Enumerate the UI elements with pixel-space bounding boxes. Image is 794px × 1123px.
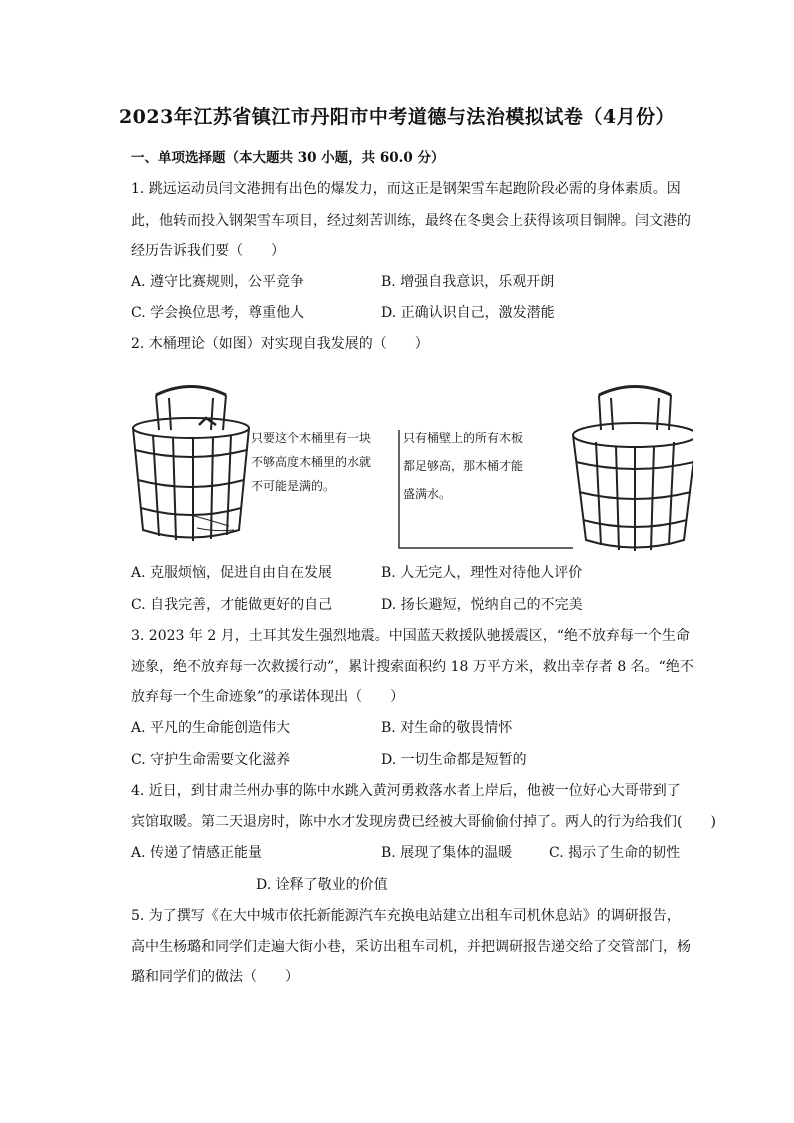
question-4-option-a: A. 传递了情感正能量 <box>131 845 263 861</box>
question-3-option-d: D. 一切生命都是短暂的 <box>381 752 527 768</box>
question-4-option-b: B. 展现了集体的温暖 <box>381 845 513 861</box>
question-1-line-3: 经历告诉我们要（ ） <box>131 243 285 259</box>
question-3-option-c: C. 守护生命需要文化滋养 <box>131 752 291 768</box>
left-barrel-icon <box>133 387 249 542</box>
question-1-line-2: 此，他转而投入钢架雪车项目，经过刻苦训练，最终在冬奥会上获得该项目铜牌。闫文港的 <box>131 213 691 229</box>
question-3-option-b: B. 对生命的敬畏情怀 <box>381 720 513 736</box>
question-2-option-b: B. 人无完人，理性对待他人评价 <box>381 565 583 581</box>
right-barrel-icon <box>573 387 693 552</box>
question-1-option-a: A. 遵守比赛规则，公平竞争 <box>131 274 305 290</box>
barrel-theory-figure <box>131 380 693 555</box>
question-5-line-2: 高中生杨璐和同学们走遍大街小巷，采访出租车司机，并把调研报告递交给了交管部门，杨 <box>131 939 691 955</box>
question-3-option-a: A. 平凡的生命能创造伟大 <box>131 720 291 736</box>
question-4-line-2: 宾馆取暖。第二天退房时，陈中水才发现房费已经被大哥偷偷付掉了。两人的行为给我们( ) <box>131 814 716 830</box>
question-1-option-d: D. 正确认识自己，激发潜能 <box>381 305 555 321</box>
left-caption-line-2: 不够高度木桶里的水就 <box>251 455 372 469</box>
section-heading: 一、单项选择题（本大题共 30 小题，共 60.0 分） <box>131 150 445 166</box>
right-caption-line-3: 盛满水。 <box>403 487 452 501</box>
question-3-line-2: 迹象，绝不放弃每一次救援行动”，累计搜索面积约 18 万平方米，救出幸存者 8 名。“绝不 <box>131 659 694 675</box>
left-caption-line-1: 只要这个木桶里有一块 <box>251 431 372 445</box>
question-3-line-3: 放弃每一个生命迹象”的承诺体现出（ ） <box>131 689 405 705</box>
question-5-line-3: 璐和同学们的做法（ ） <box>131 969 299 985</box>
right-caption-line-1: 只有桶壁上的所有木板 <box>403 431 524 445</box>
barrel-illustration <box>131 380 693 555</box>
question-5-line-1: 5. 为了撰写《在大中城市依托新能源汽车充换电站建立出租车司机休息站》的调研报告， <box>131 908 681 924</box>
question-4-option-c: C. 揭示了生命的韧性 <box>549 845 681 861</box>
page-title: 2023年江苏省镇江市丹阳市中考道德与法治模拟试卷（4月份） <box>118 106 676 128</box>
right-caption-line-2: 都足够高，那木桶才能 <box>403 459 524 473</box>
question-4-option-d: D. 诠释了敬业的价值 <box>256 877 388 893</box>
question-1-option-c: C. 学会换位思考，尊重他人 <box>131 305 305 321</box>
left-caption-line-3: 不可能是满的。 <box>251 479 336 493</box>
question-3-line-1: 3. 2023 年 2 月，土耳其发生强烈地震。中国蓝天救援队驰援震区，“绝不放弃每一个生命 <box>131 628 690 644</box>
question-1-line-1: 1. 跳远运动员闫文港拥有出色的爆发力，而这正是钢架雪车起跑阶段必需的身体素质。因 <box>131 181 681 197</box>
question-2-option-a: A. 克服烦恼，促进自由自在发展 <box>131 565 333 581</box>
question-4-line-1: 4. 近日，到甘肃兰州办事的陈中水跳入黄河勇救落水者上岸后，他被一位好心大哥带到了 <box>131 783 681 799</box>
question-2-option-d: D. 扬长避短，悦纳自己的不完美 <box>381 597 583 613</box>
question-1-option-b: B. 增强自我意识，乐观开朗 <box>381 274 555 290</box>
question-2-line-1: 2. 木桶理论（如图）对实现自我发展的（ ） <box>131 336 429 352</box>
question-2-option-c: C. 自我完善，才能做更好的自己 <box>131 597 333 613</box>
